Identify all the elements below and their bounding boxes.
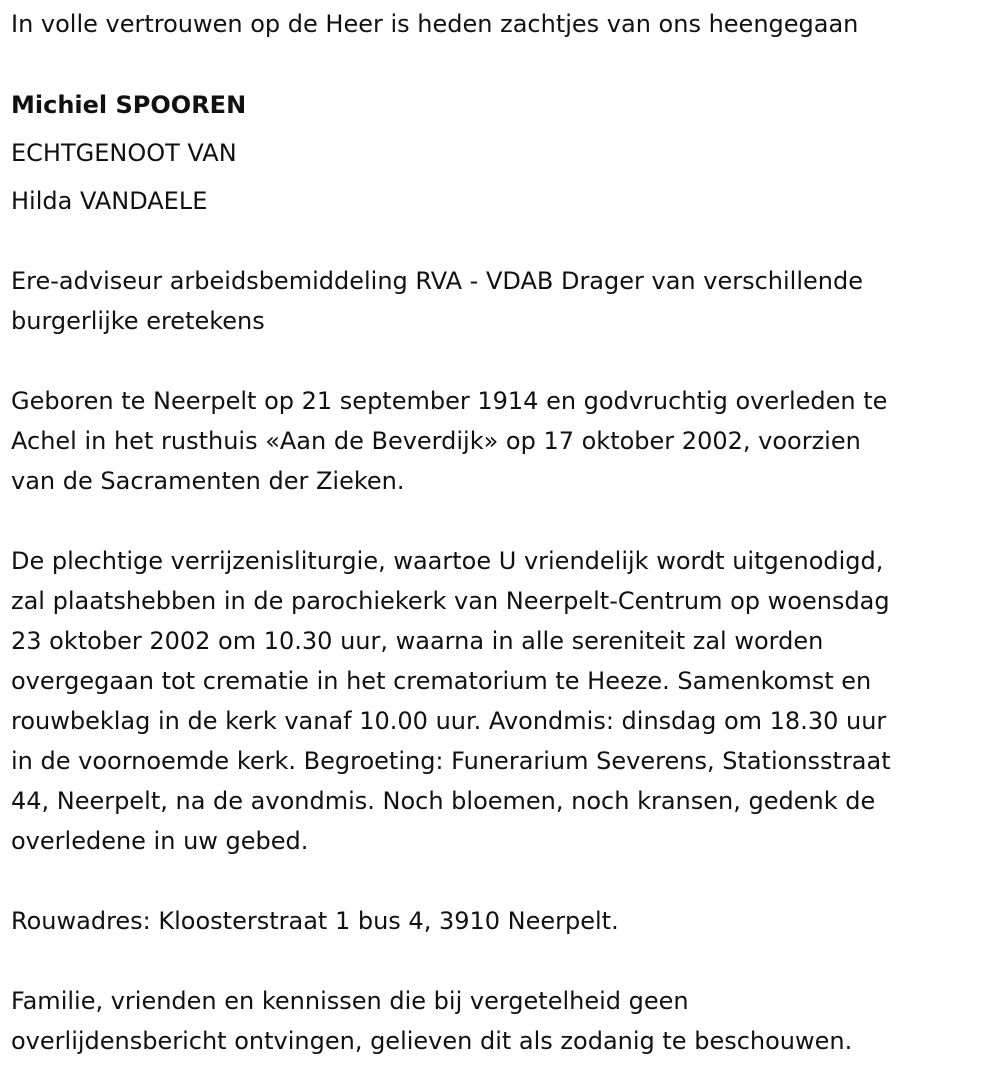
ceremony-line: rouwbeklag in de kerk vanaf 10.00 uur. Avondmis: dinsdag om 18.30 uur <box>11 707 887 735</box>
occupation-line: Ere-adviseur arbeidsbemiddeling RVA - VDAB Drager van verschillende <box>11 267 863 295</box>
ceremony-line: overledene in uw gebed. <box>11 827 309 855</box>
birth-death-line: van de Sacramenten der Zieken. <box>11 467 405 495</box>
spouse-name: Hilda VANDAELE <box>11 187 208 215</box>
deceased-name: Michiel SPOOREN <box>11 91 247 119</box>
occupation-line: burgerlijke eretekens <box>11 307 265 335</box>
mourning-address: Rouwadres: Kloosterstraat 1 bus 4, 3910 Neerpelt. <box>11 907 619 935</box>
ceremony-line: zal plaatshebben in de parochiekerk van Neerpelt-Centrum op woensdag <box>11 587 890 615</box>
ceremony-line: in de voornoemde kerk. Begroeting: Funerarium Severens, Stationsstraat <box>11 747 891 775</box>
birth-death-line: Achel in het rusthuis «Aan de Beverdijk» op 17 oktober 2002, voorzien <box>11 427 861 455</box>
ceremony-line: 23 oktober 2002 om 10.30 uur, waarna in alle sereniteit zal worden <box>11 627 824 655</box>
birth-death-line: Geboren te Neerpelt op 21 september 1914 en godvruchtig overleden te <box>11 387 888 415</box>
closing-line: overlijdensbericht ontvingen, gelieven dit als zodanig te beschouwen. <box>11 1027 853 1055</box>
ceremony-line: 44, Neerpelt, na de avondmis. Noch bloemen, noch kransen, gedenk de <box>11 787 876 815</box>
ceremony-line: overgegaan tot crematie in het crematorium te Heeze. Samenkomst en <box>11 667 872 695</box>
intro-text: In volle vertrouwen op de Heer is heden zachtjes van ons heengegaan <box>11 10 859 38</box>
relation-label: ECHTGENOOT VAN <box>11 139 237 167</box>
ceremony-line: De plechtige verrijzenisliturgie, waartoe U vriendelijk wordt uitgenodigd, <box>11 547 884 575</box>
closing-line: Familie, vrienden en kennissen die bij vergetelheid geen <box>11 987 689 1015</box>
